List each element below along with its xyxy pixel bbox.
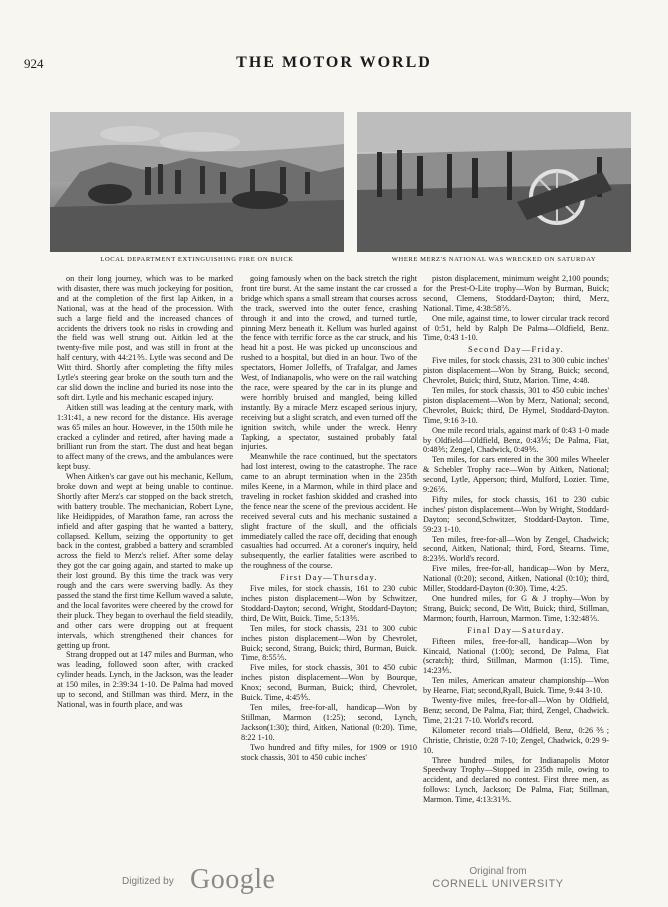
photo-caption-right: WHERE MERZ'S NATIONAL WAS WRECKED ON SATURDAY: [391, 256, 597, 263]
race-result: Fifty miles, for stock chassis, 161 to 230 cubic inches' piston displacement—Won by Wright, Stoddard-Dayton; second,Schwitzer, Stoddard-Dayton. Time, 59:23 1-10.: [423, 494, 609, 534]
google-logo: Google: [190, 864, 276, 895]
paragraph: on their long journey, which was to be marked with disaster, there was much jockeying for position, and at the completion of the first lap Aitken, in a National, was at the head of the procession. With such a large field and the increased chances of accidents the drivers took no risks in crowding and the field was well strung out. Aitkin led at the twenty-five mile post, and was still in front at the half century, with 44:21⅗. Lytle was second and De Witt third. Shortly after completing the fifty miles Lytle's steering gear broke on the south turn and the car slid down the incline and buried its nose into the soft dirt. Lytle and his mechanic escaped injury.: [57, 274, 233, 402]
race-result: Ten miles, for cars entered in the 300 miles Wheeler & Schebler Trophy race—Won by Aitken, National; second, Lytle, Apperson; third, Mulford, Lozier. Time, 9:26⅖.: [423, 455, 609, 495]
race-result: Ten miles, American amateur championship—Won by Hearne, Fiat; second,Ryall, Buick. Time, 9:44 3-10.: [423, 676, 609, 696]
photo-merz-national-wreck: [357, 112, 631, 252]
race-result: Five miles, for stock chassis, 301 to 450 cubic inches piston displacement—Won by Bourque, Knox; second, Burman, Buick; third, Chevrolet, Buick. Time, 4:45⅘.: [241, 663, 417, 703]
race-result: Ten miles, for stock chassis, 301 to 450 cubic inches' piston displacement—Won by Merz, National; second, Chevrolet, Buick; third, De Hymel, Stoddard-Dayton. Time, 9:16 3-10.: [423, 385, 609, 425]
race-result: piston displacement, minimum weight 2,100 pounds; for the Prest-O-Lite trophy—Won by Burman, Buick; second, Clemens, Stoddard-Dayton; third, Merz, National. Time, 4:38:58⅖.: [423, 274, 609, 313]
race-result: Five miles, for stock chassis, 161 to 230 cubic inches piston displacement—Won by Schwitzer, Stoddard-Dayton; second, Wright, Stoddard-Dayton; third, De Witt, Buick. Time, 5:13⅗.: [241, 584, 417, 623]
section-heading-first-day: First Day—Thursday.: [280, 572, 378, 583]
original-from-label: Original from: [469, 866, 527, 877]
race-result: Ten miles, free-for-all—Won by Zengel, Chadwick; second, Aitken, National; third, Ford, Stearns. Time, 8:23⅗. World's record.: [423, 534, 609, 564]
race-result: One hundred miles, for G & J trophy—Won by Strang, Buick; second, De Witt, Buick; third, Stillman, Marmon; fourth, Harroun, Marmon. Time, 1:32:48⅖.: [423, 594, 609, 623]
section-heading-final-day: Final Day—Saturday.: [467, 624, 565, 635]
race-result: Fifteen miles, free-for-all, handicap—Won by Kincaid, National (1:00); second, De Palma, Fiat (scratch); third, Stillman, Marmon (1:15). Time, 14:23⅘.: [423, 636, 609, 676]
race-result: Ten miles, free-for-all, handicap—Won by Stillman, Marmon (1:25); second, Lynch, Jackson(1:30); third, Aitken, National (0:20). Time, 8:22 1-10.: [241, 702, 417, 742]
column-1: [57, 274, 233, 874]
race-result: Five miles, free-for-all, handicap—Won by Merz, National (0:20); second, Aitken, National (0:10); third, Miller, Stoddard-Dayton (0:30). Time, 4:25.: [423, 564, 609, 594]
paragraph: When Aitken's car gave out his mechanic, Kellum, broke down and wept at being unable to continue. Shortly after Merz's car stopped on the back stretch, with battery trouble. The mechanician, Robert Lyne, like Heidippides, of Marathon fame, ran across the infield and after gasping that he wanted a battery, collapsed. Kellum, seizing the opportunity to get back in the contest, grabbed a battery and scrambled across the field to Merz's relief. After some delay they got the car going again, and started to make up their lost ground. By this time the track was very rough and the cars were swerving badly. As they passed the stand the first time Kellum waved a salute, and the local favorites were cheered by the crowd for their pluck. They began to overhaul the field steadily, and other cars were dropping out at frequent intervals, which strengthened their chances for getting up front.: [57, 472, 233, 650]
paragraph: Meanwhile the race continued, but the spectators had lost interest, owing to the catastrophe. The race came to an abrupt termination when in the 235th miles Keene, in a Marmon, while in third place and traveling in rocket fashion skidded and crashed into the fence near the scene of the previous accident. He received several cuts and his mechanic sustained a slight fracture of the skull, and the officials immediately called the race off, deciding that enough casualties had occurred. At a coroner's inquiry, held subsequently, the earlier fatalities were ascribed to the roughness of the course.: [241, 452, 417, 571]
race-result: One mile, against time, to lower circular track record of 0:51, held by Ralph De Palma—Oldfield, Benz. Time, 0:43 1-10.: [423, 313, 609, 343]
section-heading-second-day: Second Day—Friday.: [468, 344, 564, 355]
digitized-by-label: Digitized by: [122, 876, 174, 887]
page-number: 924: [24, 56, 44, 71]
column-3: [423, 274, 609, 874]
race-result: Ten miles, for stock chassis, 231 to 300 cubic inches piston displacement—Won by Chevrolet, Buick; second, Strang, Buick; third, Burman, Buick. Time, 8:55⅖.: [241, 623, 417, 663]
paragraph: going famously when on the back stretch the right front tire burst. At the same instant the car crossed a bridge which spans a small stream that courses across the track, swerved into the outer fence, crashing through it and into the crowd, and turned turtle, pinning Merz beneath it. Kellum was hurled against the fence with terrific force as the car struck, and his head hit a post. He was picked up unconscious and rushed to a hospital, but died in an hour. Two of the spectators, Homer Jolleffs, of Trafalgar, and James West, of Indianapolis, who were on the rail watching the race, were speared by the car in its plunge and were horribly bruised and mangled, being killed instantly. By a miracle Merz escaped serious injury, receiving but a slight scratch, and even turned off the ignition switch, while under the wreck. Henry Tapking, a spectator, sustained probably fatal injuries.: [241, 274, 417, 452]
column-2: [241, 274, 417, 874]
page-header: [24, 56, 644, 76]
race-result: One mile record trials, against mark of 0:43 1-0 made by Oldfield—Oldfield, Benz, 0:43⅕; De Palma, Fiat, 0:48⅗; Zengel, Chadwick, 0:49⅗.: [423, 425, 609, 455]
race-result: Five miles, for stock chassis, 231 to 300 cubic inches' piston displacement—Won by Strang, Buick; second, Chevrolet, Buick; third, Stutz, Marion. Time, 4:48.: [423, 356, 609, 386]
journal-title: THE MOTOR WORLD: [236, 54, 432, 71]
race-result: Twenty-five miles, free-for-all—Won by Oldfield, Benz; second, De Palma, Fiat; third, Zengel, Chadwick. Time, 21:21 7-10. World's record.: [423, 696, 609, 725]
race-result: Three hundred miles, for Indianapolis Motor Speedway Trophy—Stopped in 235th mile, owing to accident, and declared no contest. First three men, as follows: Lynch, Jackson; De Palma, Fiat; Stillman, Marmon. Time, 4:13:31⅗.: [423, 755, 609, 805]
institution-label: CORNELL UNIVERSITY: [432, 878, 564, 890]
race-result: Two hundred and fifty miles, for 1909 or 1910 stock chassis, 301 to 450 cubic inches': [241, 742, 417, 762]
paragraph: Strang dropped out at 147 miles and Burman, who was leading, followed soon after, with cracked cylinder heads. Lynch, in the Jackson, was the leader at 150 miles, in 2:39:34 1-10. De Palma had moved up to second, and Stillman was third. Merz, in the National, was in fourth place, and was: [57, 650, 233, 709]
race-result: Kilometer record trials—Oldfield, Benz, 0:26⅗; Christie, Christie, 0:28 7-10; Zengel, Chadwick, 0:29 9-10.: [423, 725, 609, 755]
origin-watermark: [423, 866, 573, 891]
photo-fire-on-buick: [50, 112, 344, 252]
paragraph: Aitken still was leading at the century mark, with 1:31:41, a new record for the distance. His average was 65 miles an hour. However, in the 150th mile he cracked a cylinder and retired, after having made a brilliant run from the start. The dust and heat began to affect many of the crews, and the ambulances were kept busy.: [57, 402, 233, 472]
photo-caption-left: LOCAL DEPARTMENT EXTINGUISHING FIRE ON BUICK: [100, 256, 294, 263]
